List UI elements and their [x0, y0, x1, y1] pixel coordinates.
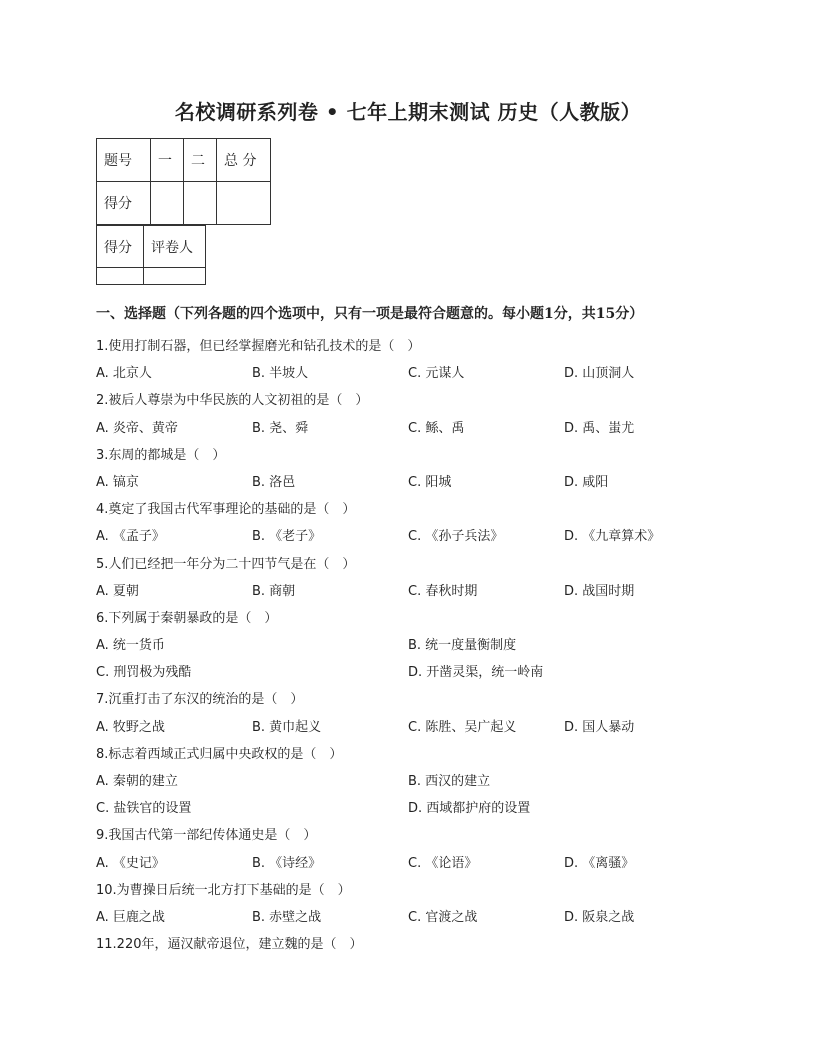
- option-b[interactable]: B. 商朝: [252, 583, 296, 599]
- score-table-header-cell: 二: [184, 139, 217, 182]
- score-row-label: 得分: [97, 182, 151, 225]
- option-b[interactable]: B. 半坡人: [252, 366, 309, 382]
- question-stem: 1.使用打制石器，但已经掌握磨光和钻孔技术的是（ ）: [96, 339, 421, 354]
- grader-table-header-cell: 得分: [97, 226, 144, 268]
- option-c[interactable]: C. 鲧、禹: [408, 420, 465, 436]
- grader-cell[interactable]: [144, 268, 206, 285]
- options-row: [96, 850, 736, 877]
- option-a[interactable]: A. 巨鹿之战: [96, 909, 165, 925]
- option-d[interactable]: D. 咸阳: [564, 474, 609, 490]
- option-b[interactable]: B. 西汉的建立: [408, 774, 491, 789]
- option-c[interactable]: C. 阳城: [408, 474, 452, 490]
- question-stem: 10.为曹操日后统一北方打下基础的是（ ）: [96, 882, 351, 898]
- options-row: [96, 469, 736, 496]
- option-b[interactable]: B. 《诗经》: [252, 855, 322, 871]
- option-d[interactable]: D. 国人暴动: [564, 719, 635, 735]
- grader-table: [96, 225, 206, 285]
- score-cell[interactable]: [151, 182, 184, 225]
- option-a[interactable]: A. 统一货币: [96, 638, 165, 654]
- options-row: [96, 714, 736, 741]
- option-d[interactable]: D. 战国时期: [564, 583, 635, 599]
- option-a[interactable]: A. 镐京: [96, 474, 139, 490]
- option-b[interactable]: B. 尧、舜: [252, 420, 309, 436]
- question-stem: 11.220年，逼汉献帝退位，建立魏的是（ ）: [96, 937, 363, 953]
- options-row: [96, 795, 736, 822]
- score-cell[interactable]: [184, 182, 217, 225]
- options-row: [96, 360, 736, 387]
- option-a[interactable]: A. 北京人: [96, 366, 152, 382]
- score-cell[interactable]: [97, 268, 144, 285]
- options-row: [96, 523, 736, 550]
- option-b[interactable]: B. 《老子》: [252, 529, 322, 545]
- exam-title: 名校调研系列卷 • 七年上期末测试 历史（人教版）: [174, 100, 642, 124]
- option-c[interactable]: C. 元谋人: [408, 366, 465, 382]
- section-heading: 一、选择题（下列各题的四个选项中，只有一项是最符合题意的。每小题1分，共15分）: [96, 306, 644, 322]
- option-a[interactable]: A. 《史记》: [96, 855, 165, 871]
- option-c[interactable]: C. 官渡之战: [408, 909, 478, 925]
- options-row: [96, 659, 736, 686]
- option-a[interactable]: A. 炎帝、黄帝: [96, 420, 178, 436]
- question-stem: 9.我国古代第一部纪传体通史是（ ）: [96, 828, 317, 844]
- option-b[interactable]: B. 洛邑: [252, 474, 296, 490]
- option-a[interactable]: A. 《孟子》: [96, 529, 165, 545]
- option-d[interactable]: D. 开凿灵渠，统一岭南: [408, 665, 544, 681]
- option-a[interactable]: A. 夏朝: [96, 583, 139, 599]
- option-d[interactable]: D. 阪泉之战: [564, 909, 635, 925]
- option-d[interactable]: D. 禹、蚩尤: [564, 420, 635, 436]
- option-a[interactable]: A. 秦朝的建立: [96, 774, 178, 789]
- question-stem: 4.奠定了我国古代军事理论的基础的是（ ）: [96, 502, 356, 518]
- question-stem: 3.东周的都城是（ ）: [96, 447, 226, 463]
- score-table-header-cell: 一: [151, 139, 184, 182]
- option-b[interactable]: B. 统一度量衡制度: [408, 638, 517, 654]
- options-row: [96, 904, 736, 931]
- option-b[interactable]: B. 赤壁之战: [252, 909, 322, 925]
- option-a[interactable]: A. 牧野之战: [96, 719, 165, 735]
- option-c[interactable]: C. 陈胜、吴广起义: [408, 719, 517, 735]
- option-c[interactable]: C. 春秋时期: [408, 583, 478, 599]
- question-stem: 8.标志着西域正式归属中央政权的是（ ）: [96, 746, 343, 762]
- option-d[interactable]: D. 山顶洞人: [564, 366, 635, 382]
- options-row: [96, 415, 736, 442]
- score-cell[interactable]: [217, 182, 271, 225]
- option-b[interactable]: B. 黄巾起义: [252, 719, 322, 735]
- option-c[interactable]: C. 《论语》: [408, 855, 478, 871]
- option-c[interactable]: C. 盐铁官的设置: [96, 801, 192, 817]
- score-table-header-cell: 总 分: [217, 139, 271, 182]
- options-row: [96, 768, 736, 795]
- option-c[interactable]: C. 《孙子兵法》: [408, 529, 504, 545]
- options-row: [96, 578, 736, 605]
- grader-table-header-cell: 评卷人: [144, 226, 206, 268]
- option-c[interactable]: C. 刑罚极为残酷: [96, 665, 192, 681]
- question-stem: 6.下列属于秦朝暴政的是（ ）: [96, 610, 278, 626]
- score-table-header-cell: 题号: [97, 139, 151, 182]
- option-d[interactable]: D. 《九章算术》: [564, 529, 661, 545]
- question-list: [96, 333, 736, 958]
- options-row: [96, 632, 736, 659]
- option-d[interactable]: D. 《离骚》: [564, 855, 635, 871]
- question-stem: 7.沉重打击了东汉的统治的是（ ）: [96, 692, 304, 708]
- question-stem: 2.被后人尊崇为中华民族的人文初祖的是（ ）: [96, 393, 369, 409]
- question-stem: 5.人们已经把一年分为二十四节气是在（ ）: [96, 556, 356, 572]
- score-table: [96, 138, 271, 225]
- option-d[interactable]: D. 西域都护府的设置: [408, 801, 531, 817]
